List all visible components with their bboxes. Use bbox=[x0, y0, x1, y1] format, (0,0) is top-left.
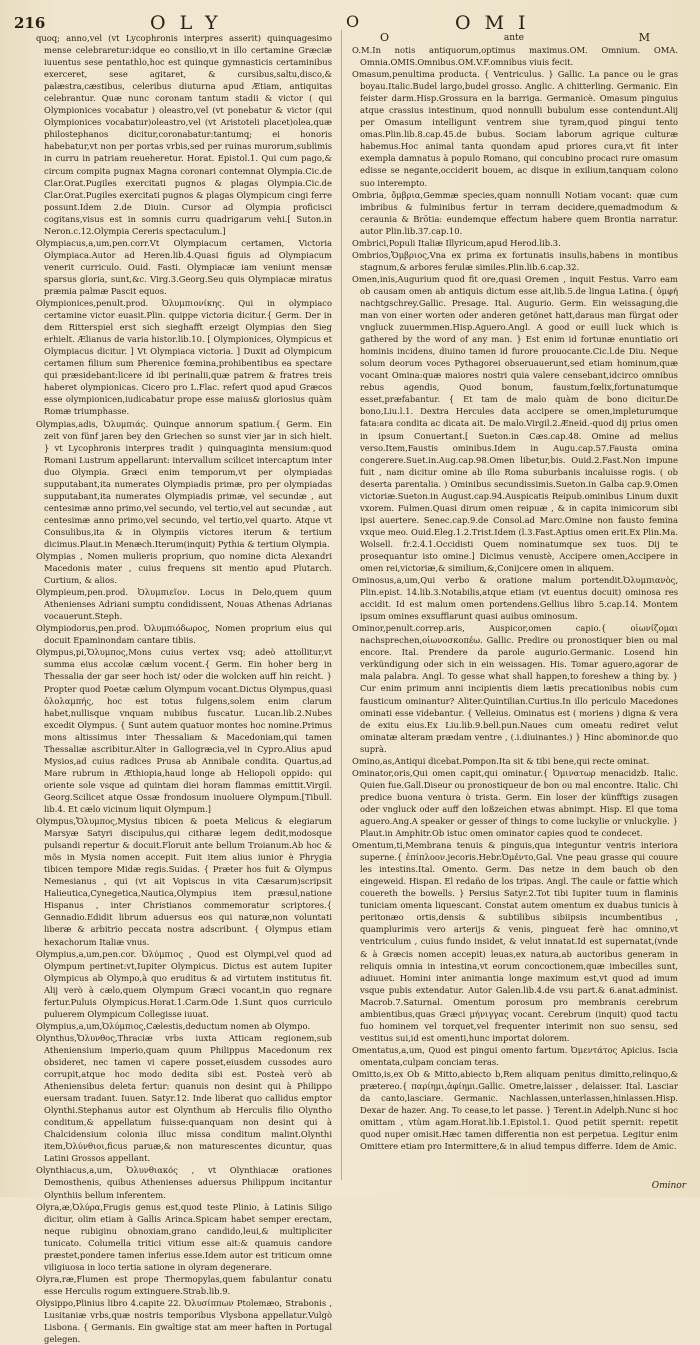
dictionary-entry: Ominator,oris,Qui omen capit,qui ominatur.{ Ὀμινατωρ menacidzb. Italic. Quien fue.Gall.Diseur ou pronostiqueur de bon ou mal encontre. Italic. Chi predice buona ventura ò trista. Germ. Ein loser der künfftigs zusagen oder vngluck oder auff den loßzeichen etwas abnimpt. Hisp. El que toma aguero.Ang.A speaker or gesser of things to come luckylie or vnluckylie. } Plaut.in Amphitr.Ob istuc omen ominator capies quod te condecet. bbox=[352, 767, 678, 839]
dictionary-entry: Omasum,penultima producta. { Ventriculus. } Gallic. La pance ou le gras boyau.Italic.Budel largo,budel grosso. Anglic. A chitterling. Germanic. Ein feister darm.Hisp.Grossura en la barriga. Germanicè. Omasum pinguius atque crassius intestinum, quod nonnulli bubulum esse contendunt.Alij per Omasum intelligunt ventrem siue tyram,quod pingui tento omas.Plin.lib.8.cap.45.de bubus. Sociam laborum agrique culturæ habemus.Hoc animal tanta quondam apud priores cura,vt fit inter exempla damnatus à populo Romano, qui concubino procaci rure omasum edisse se negante,occiderit bouem, ac disque in exilium,tanquam colono suo interempto. bbox=[352, 69, 678, 188]
dictionary-entry: Olympionices,penult.prod. Ὀλυμπιονίκης. Qui in olympiaco certamine victor euasit.Plin. quippe victoria dicitur.{ Germ. Der in dem Ritterspiel erst sich sieghafft erzeigt Olympias den Sieg erhielt. Ælianus de varia histor.lib.10. [ Olympionices, Olympicus et Olympiacus dicitur. ] Vt Olympiaca victoria. ] Duxit ad Olympicum certamen filium sum Pherenice fœmina,prohibentibus ea spectare qui præsidebant:licere id ibi perinalii,quæ patrem & fratres treis haberet olympionicas. Cicero pro L.Flac. refert quod apud Græcos esse olympionicen,iudicabatur prope esse maius& gloriosius quàm Romæ triumphasse. bbox=[36, 298, 332, 417]
dictionary-entry: quoq; anno,vel (vt Lycophronis interpres asserit) quinquagesimo mense celebraretur:idque eo consilio,vt in illo certamine Græciæ iuuentus sese pentathlo,hoc est quinque gymnasticis certaminibus exerceret, sese agitaret, & cursibus,saltu,disco,& palæstra,cæstibus, celeribus diuturna apud Ætiam, antiquitas celebrantur. Quæ nunc coronam tantum stadii & victor ( qui Olympionices vocabatur ) oleastro,vel (vt ponebatur & victor (qui Olympionices vocabatur)oleastro,vel (vt Aristoteli placet)olea,quæ philostephanos dicitur,coronabatur:tantumq; ei honoris habebatur,vt non per portas vrbis,sed per ruinas murorum,sublimis in curru in patriam reueheretur. Horat. Epistol.1. Qui cum pago,& circum compita pugnax Magna coronari contemnat Olympia.Cic.de Clar.Orat.Pugiles exercitati pugnos & plagas Olympia.Cic.de Clar.Orat.Pugiles exercitati pugnos & plagas Olympicum cingi ferre possunt.Idem 2.de Diuin. Cursor ad Olympia proficisci cogitans,visus est in somnis curru quadrigarum vehi.[ Suton.in Neron.c.12.Olympia Cereris spectaculum.] bbox=[36, 33, 332, 236]
dictionary-entry: Olyra,æ,Ὀλύρα,Frugis genus est,quod teste Plinio, à Latinis Siligo dicitur, olim etiam à Gallis Arinca.Spicam habet semper erectam, neque rubiginu obnoxiam,grano candido,leui,& multipliciter tunicato. Columella tritici vitium esse ait:& quamuis candore præstet,pondere tamen inferius esse.Idem autor est triticum omne viligiuosa in loco tertia satione in olyram degenerare. bbox=[36, 1201, 332, 1272]
dictionary-entry: Omentatus,a,um, Quod est pingui omento fartum. Ὀμεντάτος Apicius. Iscia omentata,culpam conciam teras. bbox=[352, 1044, 678, 1067]
dictionary-entry: Ominor,penult.correp.aris, Auspicor,omen capio.{ οἰωνίζομαι nachsprechen,οἰωνοσκοπέω. Gallic. Predire ou pronostiquer bien ou mal encore. Ital. Prendere da parole augurio.Germanic. Losend hin verkündigung oder sich in ein weissagen. His. Tomar aguero,agorar de mala palabra. Angl. To gesse what shall happen,to foreshew a thing by. } Cur enim primum anni incipientis diem lætis precationibus nobis cum fausticum ominantur? Aliter.Quintilian.Curtius.In illo periculo Macedones ominati esse videbantur. { Velleius. Ominatus est ( moriens ) digna & vera de exitu eius.Ex Liu.lib.9.bell.pun.Naues cum omeatu rediret velut ominatæ alteram prædam ventre , (.i.diuinantes.) } Hinc abominor.de quo suprà. bbox=[352, 623, 678, 754]
right-head-left-letter: O bbox=[380, 31, 390, 44]
page-number: 216 bbox=[14, 14, 46, 32]
left-column bbox=[36, 32, 332, 1345]
running-head-right: OMI bbox=[455, 12, 540, 34]
dictionary-entry: Ombrici,Populi Italiæ Illyricum,apud Herod.lib.3. bbox=[352, 237, 561, 248]
right-head-ante: ante bbox=[503, 33, 524, 43]
dictionary-entry: Olyra,ræ,Flumen est prope Thermopylas,quem fabulantur conatu esse Herculis rogum extinguere.Strab.lib.9. bbox=[36, 1273, 332, 1296]
right-head-right-letter: M bbox=[638, 31, 650, 44]
running-head-left: OLY bbox=[150, 12, 232, 34]
dictionary-entry: Omen,inis,Augurium quod fit ore,quasi Oremen , inquit Festus. Varro eam ob causam omen ab antiquis dictum esse ait,lib.5.de lingua Latina.{ ὀμφή nachtgschrey.Gallic. Presage. Ital. Augurio. Germ. Ein weissagung,die man von einer worten oder anderen getönet hatt,daraus man fürgat oder vngluck zuuermmen.Hisp.Aguero.Angl. A good or euill luck which is gathered by the word of any man. } Est enim id fortunæ enuntiatio ori hominis incidens, diuino tamen id furore prouocante.Cic.l.de Diu. Neque solum deorum voces Pythagorei obseruauerunt,sed etiam hominum,quæ vocant Omina:quæ maiores nostri quia valere censebant,idcirco omnibus rebus agendis, Quod bonum, faustum,fœlix,fortunatumque esset,præfabantur. { Et tam de malo quàm de bono dicitur.De bono,Liu.l.1. Dextra Hercules data accipere se omen,impleturumque fata:ara condita ac dicata ait. De malo.Virgil.2.Æneid.-quod dij prius omen in ipsum Conuertant.[ Sueton.in Cæs.cap.48. Omine ad melius verso.Item,Faustis ominibus.Idem in Augu.cap.57.Fausta omina congerere.Suet.in.Aug.cap.98.Omen libetur,bis. Ouid.2.Fast.Non impune fuit , nam dicitur omine ab illo Roma suburbanis incaluisse rogis. ( ob deserta parentalia. ) Ominibus secundissimis.Sueton.in Galba cap.9.Omen victoriæ.Sueton.in August.cap.94.Auspicatis Reipub.ominibus Linum duxit vxorem. Fulmen.Quasi dirum omen reipuæ , & in capita inimicorum sibi ipsi auertere. Senec.cap.9.de Consol.ad Marc.Omine non fausto femina vxque meo. Ouid.Eleg.1.2.Trist.Idem (l.3.Fast.Aptius omen erit.Ex Plin.Ma. Wolsell. fr.2.4.1.Occidisti Quem nominatumque sex tuos. Dij te prosequantur isto omine.] Dicimus venustè, Accipere omen,Accipere in omen rei,victoriæ,& similium,&,Conijcere omen in aliquem. bbox=[352, 273, 678, 574]
dictionary-entry: Olympias , Nomen mulieris proprium, quo nomine dicta Alexandri Macedonis mater , cuius frequens sit mentio apud Plutarch. Curtium, & alios. bbox=[36, 551, 332, 586]
dictionary-entry: Ombrios,Ὄμβριος,Vna ex prima ex fortunatis insulis,habens in montibus stagnum,& arbores ferulæ similes.Plin.lib.6.cap.32. bbox=[352, 249, 678, 272]
dictionary-entry: Olympiacus,a,um,pen.corr.Vt Olympiacum certamen, Victoria Olympiaca.Autor ad Heren.lib.4.Quasi figuis ad Olympiacum venerit curriculo. Ouid. Fasti. Olympiacæ iam veniunt mensæ sparsus gloria, sunt,&c. Virg.3.Georg.Seu quis Olympiacæ miratus præmia palmæ Pascit equos. bbox=[36, 237, 332, 296]
dictionary-entry: Olysippo,Plinius libro 4.capite 22. Ὀλυσίππων Ptolemæo, Strabonis , Lusitaniæ vrbs,quæ nostris temporibus Vlysbona appellatur.Vulgò Lisbona. { Germanis. Ein gwaltige stat am meer haften in Portugal gelegen. bbox=[36, 1297, 332, 1345]
dictionary-entry: Olympieum,pen.prod. Ὀλυμπιεῖον. Locus in Delo,quem quum Athenienses Adriani sumptu condidissent, Nouas Athenas Adrianas vocauerunt.Steph. bbox=[36, 587, 332, 622]
catchword: Ominor bbox=[651, 1181, 686, 1191]
dictionary-entry: Ombria, ὄμβρια,Gemmæ species,quam nonnulli Notiam vocant: quæ cum imbribus & fulminibus fertur in terram decidere,quemadmodum & ceraunia & Brōtia: eundemque effectum habere quem Brontia narratur. autor Plin.lib.37.cap.10. bbox=[352, 189, 678, 236]
dictionary-entry: Olympias,adis, Ὀλυμπιάς. Quinque annorum spatium.{ Germ. Ein zeit von fünf jaren bey den Griechen so sunst vier jar in sich hielt. } vt Lycophronis interpres tradit ) quinquaginta mensium:quod Romani Lustrum appellarunt: intervallum scilicet intercaptum inter duo Olympia. Græci enim temporum,vt per olympiadas supputabant,ita numerates Olympiadis primæ, pro per olympiadas supputabant,ita numerates Olympiadis primæ, vel secundæ , aut centesimæ anno primo,vel secundo, vel tertio,vel aut secundæ , aut centesimæ anno primo,vel secundo, vel tertio,vel quarto. Atque vt Consulibus,ita & in Olympiis victores iterum & tertium dicimus.Plaut.in Menæch.Iterum(inquit) Pythia & tertium Olympia. bbox=[36, 418, 332, 549]
right-column bbox=[352, 32, 678, 1182]
dictionary-entry: Olympiodorus,pen.prod. Ὀλυμπιόδωρος, Nomen proprium eius qui docuit Epaminondam cantare tibiis. bbox=[36, 623, 332, 646]
column-divider bbox=[341, 30, 342, 1180]
dictionary-entry: Olympus,pi,Ὄλυμπος,Mons cuius vertex vsq; adeò attollitur,vt summa eius accolæ cælum vocent.{ Germ. Ein hoher berg in Thessalia der gar seer hoch ist/ oder die wolcken auff hin reicht. } Propter quod Poetæ cælum Olympum vocant.Dictus Olympus,quasi ὁλολαμπής, hoc est totus fulgens,solem enim clarum habet,nullisque vnquam nubibus fuscatur. Lucan.lib.2.Nubes excedit Olympus. { Sunt autem quatuor montes hoc nomine.Primus mons altissimus inter Thessaliam & Macedoniam,qui tamen Thessaliæ ascribitur.Alter in Gallogræcia,vel in Cypro.Alius apud Mysios,ad cuius radices Prusa ab Annibale condita. Quartus,ad Mare rubrum in Æthiopia,haud longe ab Heliopoli oppido: qui oriente sole vsque ad quintam diei horam flammas emittit.Virgil. Georg.Scilicet atque Ossæ frondosum inuoluere Olympum.[Tibull. lib.4. Et cælo vicinum liquit Olympum.] bbox=[36, 647, 332, 814]
dictionary-entry: Olynthus,Ὄλυνθος,Thraciæ vrbs iuxta Atticam regionem,sub Atheniensium imperio,quam quum Philippus Macedonum rex obsideret, nec tamen vi capere posset,eiusdem cussodes auro corrupit,atque hoc modo dedita sibi est. Posteà verò ab Atheniensibus deleta fertur: quanuis non desint qui à Philippo euersam tradant. Iuuen. Satyr.12. Inde liberat quo callidus emptor Olynthi.Stephanus autor est Olynthum ab Herculis filio Olyntho conditum,& appellatum fuisse:quanquam non desint qui à Chalcidensium colonia illuc missa conditum malint.Olynthi item,Ὀλύνθιοι,ficus paruæ,& non maturescentes dicuntur, quas Latini Grossos appellant. bbox=[36, 1032, 332, 1164]
dictionary-entry: Olympius,a,um,Ὀλύμπιος,Cælestis,deductum nomen ab Olympo. bbox=[36, 1020, 311, 1031]
dictionary-entry: Omino,as,Antiqui dicebat.Pompon.Ita sit & tibi bene,qui recte ominat. bbox=[352, 755, 650, 766]
dictionary-entry: Olympus,Ὄλυμπος,Mysius tibicen & poeta Melicus & elegiarum Marsyæ Satyri discipulus,qui citharæ legem dedit,modosque pulsandi repertur & docuit.Floruit ante bellum Troianum.Ab hoc & mõs in Mysia nomen accepit. Fuit item alius iunior è Phrygia tibicen tempore Midæ regis.Suidas. { Præter hos fuit & Olympus Nemesianus , qui (vt ait Vopiscus in vita Cæsarum)scripsit Halieutica,Cynegetica,Nautica,Olympius item præsul,natione Hispanus , inter Christianos commemoratur scriptores.{ Gennadio.Edidit librum aduersus eos qui naturæ,non voluntati liberæ & arbitrio peccata nostra adscribunt. { Olympus etiam hexachorum Italiæ vnus. bbox=[36, 816, 332, 947]
dictionary-entry: Olynthiacus,a,um, Ὀλυνθιακός , vt Olynthiacæ orationes Demosthenis, quibus Athenienses aduersus Philippum incitantur Olynthiis bellum inferentem. bbox=[36, 1165, 332, 1200]
right-column-head bbox=[352, 32, 678, 44]
dictionary-entry: Omitto,is,ex Ob & Mitto,abiecto b,Rem aliquam penitus dimitto,relinquo,& prætereo.{ παρίημι,ἀφίημι.Gallic. Ometre,laisser , delaisser. Ital. Lasciar da canto,lasciare. Germanic. Nachlassen,unterlassen,hinlassen.Hisp. Dexar de hazer. Ang. To cease,to let passe. } Terent.in Adelph.Nunc si hoc omittam , vtùm agam.Horat.lib.1.Epistol.1. Quod petiit spernit: repetit quod nuper omisit.Hæc tamen differentia non est perpetua. Legitur enim Omittere etiam pro Intermittere,& in aliud tempus differre. Idem de Amic. bbox=[352, 1068, 678, 1152]
dictionary-entry: Omentum,ti,Membrana tenuis & pinguis,qua integuntur ventris interiora superne.{ ἐπίπλοον.jecoris.Hebr.Ὀμέντο,Gal. Vne peau grasse qui couure les intestins.Ital. Omento. Germ. Das netze in dem bauch ob den eingeweid. Hispan. El redaño de los tripas. Angl. The caule or fattie which couereth the bowells. } Persius Satyr.2.Tot tibi Iupiter tuum in flaminis tuniciam omenta liquescant. Constat autem omentum ex duabus tunicis à peritonæo ortis,densis & subtilibus sibiipsis incumbentibus , quamplurimis vero arterijs & venis, pingueat ferè hac omnino,vt ventriculum , cuius fundo insidet, & velut innatat.Id est supernatat,(vnde & à Græcis nomen accepit) leuas,ex natura,ab auctoribus generam in reliquis omnia in intestina,vt eorum concoctionem,quæ imbecilles sunt, adiuuet. Homini inter animantia longe maximum est,vt quod ad imum vsque pubis extendatur. Autor Galen.lib.4.de vsu part.& 6.anat.administ. Macrob.7.Saturnal. Omentum porosum pro membranis cerebrum ambientibus,quas Græci μήνιγγας vocant. Cerebrum (inquit) quod tactu fuo hominem vel torquet,vel frequenter interimit non suo sensu, sed vestitus sui,id est omenti,hunc importat dolorem. bbox=[352, 840, 678, 1043]
dictionary-entry: O.M.In notis antiquorum,optimus maximus.OM. Omnium. OMA. Omnia.OMIS.Omnibus.OM.V.F.omnibus viuis fecit. bbox=[352, 45, 678, 68]
dictionary-entry: Olympius,a,um,pen.cor. Ὀλύμπιος , Quod est Olympi,vel quod ad Olympum pertinet:vt,Iupiter Olympicus. Dictus est autem Iupiter Olympicus ab Olympo,à quo eruditus & ad virtutem institutus fit. Alij verò à cælo,quem Olympum Græci vocant,in quo regnare fertur.Puluis Olympicus.Horat.1.Carm.Ode 1.Sunt quos curriculo puluerem Olympicum Collegisse iuuat. bbox=[36, 948, 332, 1019]
right-column-entries bbox=[352, 44, 678, 1152]
running-head-mid: O bbox=[346, 12, 360, 31]
dictionary-entry: Ominosus,a,um,Qui verbo & oratione malum portendit.Ὀλυμπιανὸς, Plin.epist. 14.lib.3.Notabilis,atque etiam (vt euentus docuit) ominosa res accidit. Id est malum omen portendens.Gellius libro 5.cap.14. Montem ipsum omines exsufflarunt quasi auibus ominosum. bbox=[352, 575, 678, 622]
